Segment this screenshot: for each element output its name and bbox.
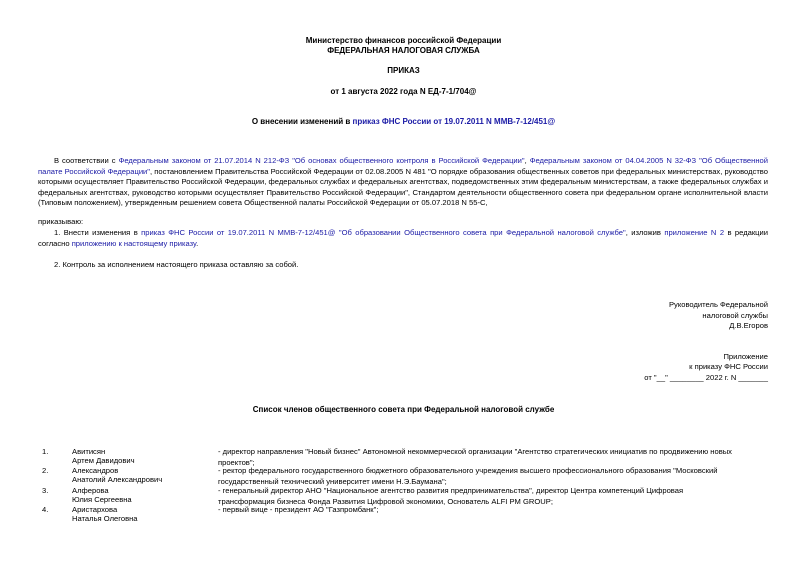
subject-prefix: О внесении изменений в <box>251 117 353 126</box>
subject-link[interactable]: приказ ФНС России от 19.07.2011 N ММВ-7-12/451@ <box>352 117 556 126</box>
member-surname: Александров <box>72 466 119 475</box>
member-number: 2. <box>42 466 49 475</box>
signature-line-1: Руководитель Федеральной <box>668 300 768 309</box>
list-title: Список членов общественного совета при Федеральной налоговой службе <box>252 405 555 414</box>
preamble-text-4: , Стандартом деятельности общественного совета при федеральном органе исполнительной власти (Типовым положением), утвержденным решением совета Общественной палаты Российской Федерации от 05.07.2018 N 55-С, <box>38 187 768 207</box>
appendix-line-2: к приказу ФНС России <box>689 362 768 371</box>
member-number: 1. <box>42 447 49 456</box>
order-word: приказываю: <box>38 217 84 226</box>
member-number: 4. <box>42 505 49 514</box>
doc-subject <box>0 117 807 128</box>
item1-text-2: , изложив <box>625 228 665 237</box>
preamble-text-1: В соответствии с <box>54 156 119 165</box>
appendix-line-3: от "__" ________ 2022 г. N _______ <box>644 373 768 382</box>
member-description: - первый вице - президент АО "Газпромбанк"; <box>218 505 379 514</box>
member-description: - генеральный директор АНО "Национальное агентство развития предпринимательства", директор Центра компетенций Цифровая трансформация бизнеса Фонда Развития Цифровой экономики, Основатель ALFI PM GROUP; <box>218 486 684 506</box>
appendix-line-1: Приложение <box>723 352 768 361</box>
member-given-names: Анатолий Александрович <box>72 475 163 484</box>
service-title: ФЕДЕРАЛЬНАЯ НАЛОГОВАЯ СЛУЖБА <box>327 46 480 55</box>
member-surname: Аристархова <box>72 505 118 514</box>
member-surname: Авитисян <box>72 447 106 456</box>
member-description: - директор направления "Новый бизнес" Автономной некоммерческой организации "Агентство стратегических инициатив по продвижению новых проектов"; <box>218 447 732 467</box>
preamble-law-link-1[interactable]: Федеральным законом от 21.07.2014 N 212-ФЗ "Об основах общественного контроля в Российской Федерации" <box>118 156 525 165</box>
member-description: - ректор федерального государственного бюджетного образовательного учреждения высшего профессионального образования "Московский государственный технический университет имени Н.Э.Баумана"; <box>218 466 718 486</box>
item-1 <box>38 228 768 249</box>
item1-text-1: 1. Внести изменения в <box>54 228 142 237</box>
preamble-text-3: , постановлением Правительства Российской Федерации от 02.08.2005 N 481 "О порядке образования общественных советов при федеральных министерствах, руководство которыми осуществляет Правительство Российской Федерации, федеральных службах и федеральных агентствах, подведомственных этим федеральным министерствам, а также федеральных службах и федеральных агентствах, руководство которыми осуществляет Правительство Российской Федерации" <box>38 166 768 197</box>
member-given-names: Юлия Сергеевна <box>72 495 132 504</box>
member-given-names: Наталья Олеговна <box>72 514 138 523</box>
item-2: 2. Контроль за исполнением настоящего приказа оставляю за собой. <box>54 260 299 269</box>
doc-type: ПРИКАЗ <box>387 66 420 75</box>
preamble-paragraph <box>38 156 768 209</box>
item1-order-link[interactable]: приказ ФНС России от 19.07.2011 N ММВ-7-12/451@ "Об образовании Общественного совета при Федеральной налоговой службе" <box>141 228 626 237</box>
member-number: 3. <box>42 486 49 495</box>
doc-date: от 1 августа 2022 года N ЕД-7-1/704@ <box>330 87 477 96</box>
member-surname: Алферова <box>72 486 109 495</box>
item1-text-4: . <box>196 238 199 248</box>
preamble-text-2: , <box>524 156 530 165</box>
member-given-names: Артем Давидович <box>72 456 135 465</box>
signature-line-2: налоговой службы <box>702 311 768 320</box>
item1-appendix-link[interactable]: приложение N 2 <box>664 228 725 237</box>
ministry-title: Министерство финансов российской Федерации <box>305 36 502 45</box>
item1-text-3: в редакции согласно <box>38 228 769 248</box>
item1-attachment-link[interactable]: приложению к настоящему приказу <box>71 238 197 248</box>
preamble-law-link-2[interactable]: Федеральным законом от 04.04.2005 N 32-ФЗ "Об Общественной палате Российской Федерации" <box>38 156 768 176</box>
signature-name: Д.В.Егоров <box>729 321 768 330</box>
